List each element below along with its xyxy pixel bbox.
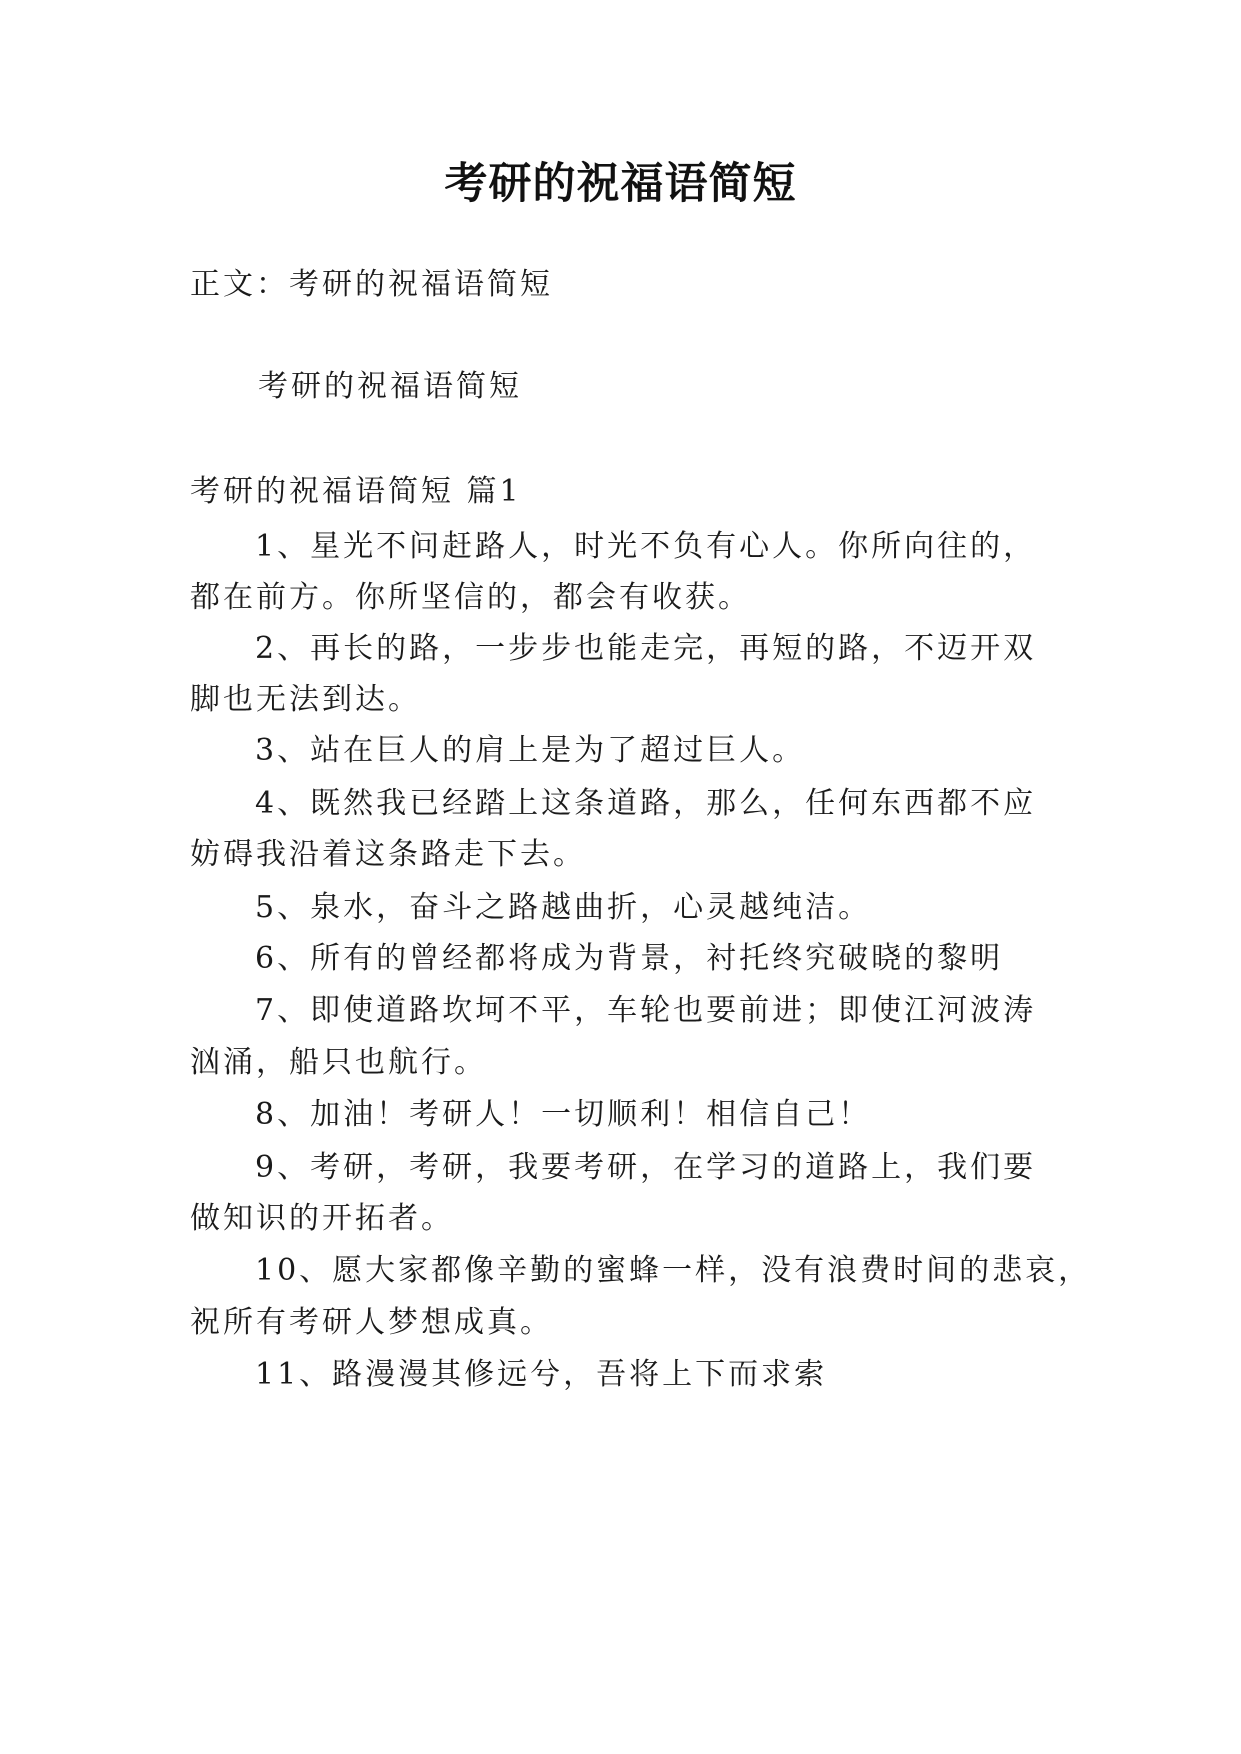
section-heading: 考研的祝福语简短 篇1	[190, 474, 522, 509]
list-item-continuation: 做知识的开拓者。	[190, 1201, 454, 1236]
list-item: 3、站在巨人的肩上是为了超过巨人。	[255, 733, 806, 768]
list-item: 7、即使道路坎坷不平，车轮也要前进；即使江河波涛	[255, 993, 1037, 1028]
list-item: 10、愿大家都像辛勤的蜜蜂一样，没有浪费时间的悲哀，	[255, 1253, 1092, 1288]
list-item: 1、星光不问赶路人，时光不负有心人。你所向往的，	[255, 529, 1037, 564]
subtitle: 考研的祝福语简短	[258, 369, 522, 404]
list-item: 11、路漫漫其修远兮，吾将上下而求索	[255, 1357, 828, 1392]
body-label: 正文：考研的祝福语简短	[190, 267, 553, 302]
list-item-continuation: 祝所有考研人梦想成真。	[190, 1305, 553, 1340]
list-item: 8、加油！考研人！一切顺利！相信自己！	[255, 1097, 872, 1132]
list-item: 9、考研，考研，我要考研，在学习的道路上，我们要	[255, 1150, 1037, 1185]
list-item: 4、既然我已经踏上这条道路，那么，任何东西都不应	[255, 786, 1037, 821]
list-item: 6、所有的曾经都将成为背景，衬托终究破晓的黎明	[255, 941, 1004, 976]
list-item: 5、泉水，奋斗之路越曲折，心灵越纯洁。	[255, 890, 872, 925]
document-title: 考研的祝福语简短	[444, 159, 797, 209]
list-item-continuation: 妨碍我沿着这条路走下去。	[190, 837, 586, 872]
list-item-continuation: 都在前方。你所坚信的，都会有收获。	[190, 580, 751, 615]
list-item-continuation: 脚也无法到达。	[190, 682, 421, 717]
list-item: 2、再长的路，一步步也能走完，再短的路，不迈开双	[255, 631, 1037, 666]
list-item-continuation: 汹涌，船只也航行。	[190, 1045, 487, 1080]
